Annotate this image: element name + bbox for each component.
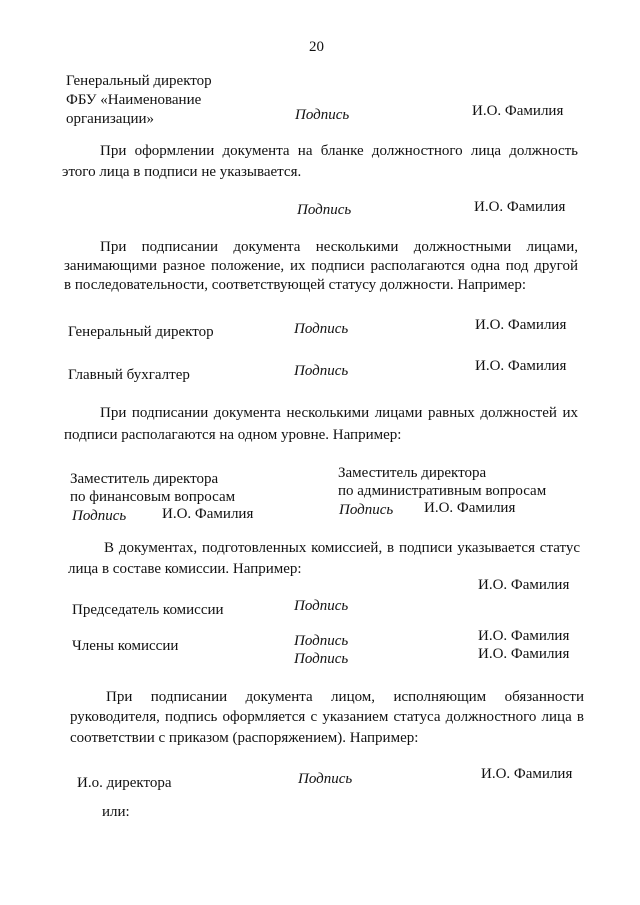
block1-position-line3: организации» bbox=[66, 111, 155, 127]
block1-signature: Подпись bbox=[295, 107, 350, 123]
block3-row1-position: Генеральный директор bbox=[68, 324, 214, 340]
para2-line1: При подписании документа несколькими должностными лицами, bbox=[100, 239, 578, 255]
block2-name: И.О. Фамилия bbox=[474, 199, 566, 215]
block3-row2-name: И.О. Фамилия bbox=[475, 358, 567, 374]
block3-row2-signature: Подпись bbox=[294, 363, 349, 379]
block4-right-line2: по административным вопросам bbox=[338, 483, 547, 499]
para4-line2: лица в составе комиссии. Например: bbox=[68, 561, 302, 577]
block3-row1-signature: Подпись bbox=[294, 321, 349, 337]
para2-line3: в последовательности, соответствующей статусу должности. Например: bbox=[64, 277, 527, 293]
para2-line2: занимающими разное положение, их подписи располагаются одна под другой bbox=[64, 258, 578, 274]
block1-position-line2: ФБУ «Наименование bbox=[66, 92, 202, 108]
block5-members-position: Члены комиссии bbox=[72, 638, 179, 654]
para5-line3: соответствии с приказом (распоряжением). Например: bbox=[70, 730, 419, 746]
para5-line1: При подписании документа лицом, исполняющим обязанности bbox=[106, 689, 584, 705]
block5-member1-name: И.О. Фамилия bbox=[478, 628, 570, 644]
para5-line2: руководителя, подпись оформляется с указанием статуса должностного лица в bbox=[70, 709, 584, 725]
block1-name: И.О. Фамилия bbox=[472, 103, 564, 119]
para3-line1: При подписании документа несколькими лицами равных должностей их bbox=[100, 405, 578, 421]
block4-right-signature: Подпись bbox=[339, 502, 394, 518]
block6-or-text: или: bbox=[102, 804, 130, 820]
block5-chair-signature: Подпись bbox=[294, 598, 349, 614]
block4-right-name: И.О. Фамилия bbox=[424, 500, 516, 516]
block4-left-signature: Подпись bbox=[72, 508, 127, 524]
block4-left-line1: Заместитель директора bbox=[70, 471, 219, 487]
page-number: 20 bbox=[309, 39, 324, 55]
block5-member2-signature: Подпись bbox=[294, 651, 349, 667]
para4-line1: В документах, подготовленных комиссией, в подписи указывается статус bbox=[104, 540, 580, 556]
block6-position: И.о. директора bbox=[77, 775, 172, 791]
block5-chair-name: И.О. Фамилия bbox=[478, 577, 570, 593]
block6-signature: Подпись bbox=[298, 771, 353, 787]
para1-line2: этого лица в подписи не указывается. bbox=[62, 164, 302, 180]
block1-position-line1: Генеральный директор bbox=[66, 73, 212, 89]
para1-line1: При оформлении документа на бланке должностного лица должность bbox=[100, 143, 578, 159]
block5-member1-signature: Подпись bbox=[294, 633, 349, 649]
block3-row2-position: Главный бухгалтер bbox=[68, 367, 190, 383]
block5-chair-position: Председатель комиссии bbox=[72, 602, 224, 618]
block4-left-name: И.О. Фамилия bbox=[162, 506, 254, 522]
block2-signature: Подпись bbox=[297, 202, 352, 218]
block5-member2-name: И.О. Фамилия bbox=[478, 646, 570, 662]
para3-line2: подписи располагаются на одном уровне. Например: bbox=[64, 427, 402, 443]
block4-left-line2: по финансовым вопросам bbox=[70, 489, 236, 505]
block4-right-line1: Заместитель директора bbox=[338, 465, 487, 481]
block6-name: И.О. Фамилия bbox=[481, 766, 573, 782]
block3-row1-name: И.О. Фамилия bbox=[475, 317, 567, 333]
